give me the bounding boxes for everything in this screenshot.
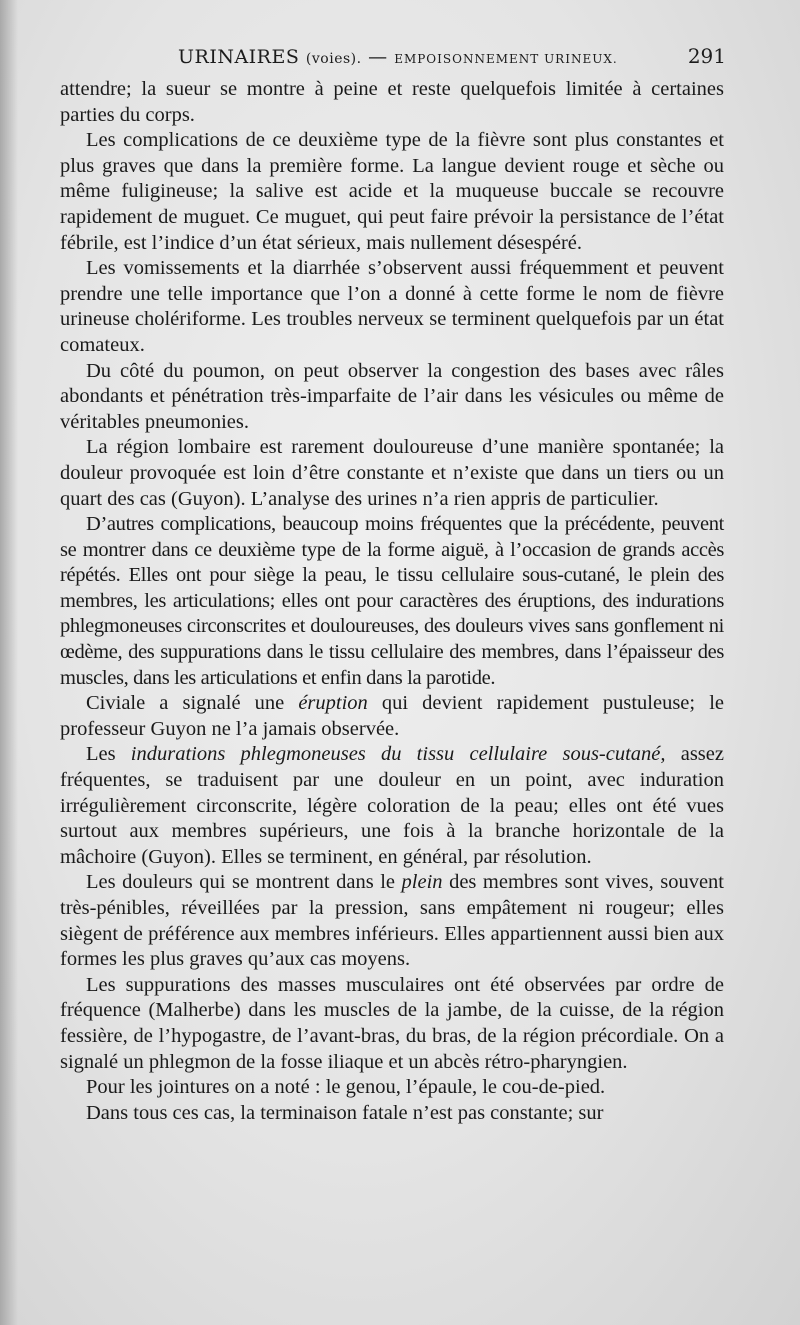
paragraph-8-text-b: assez fréquentes, se traduisent par une douleur en un point, avec induration irrégulièrement circonscrite, légère coloration de la peau; elles ont été vues surtout aux membres supérieurs, une fois à la branche horizontale de la mâchoire (Guyon). Elles se terminent, en général, par résolution. xyxy=(60,743,724,868)
paragraph-10: Les suppurations des masses musculaires ont été observées par ordre de fréquence (Malherbe) dans les muscles de la jambe, de la cuisse, de la région fessière, de l’hypogastre, de l’avant-bras, du bras, de la région précordiale. On a signalé un phlegmon de la fosse iliaque et un abcès rétro-pharyngien. xyxy=(60,973,724,1073)
paragraph-7 xyxy=(60,691,724,742)
paragraph-8 xyxy=(60,742,724,870)
paragraph-1: attendre; la sueur se montre à peine et reste quelquefois limitée à certaines parties du corps. xyxy=(60,78,724,126)
paragraph-4: Du côté du poumon, on peut observer la congestion des bases avec râles abondants et pénétration très-imparfaite de l’air dans les vésicules ou même de véritables pneumonies. xyxy=(60,359,724,433)
body-text xyxy=(60,77,724,1126)
paragraph-8-text-a: Les xyxy=(86,743,131,766)
paragraph-3: Les vomissements et la diarrhée s’observent aussi fréquemment et peuvent prendre une telle importance que l’on a donné à cette forme le nom de fièvre urineuse cholériforme. Les troubles nerveux se terminent quelquefois par un état comateux. xyxy=(60,257,724,356)
paragraph-9-text-b: des membres sont vives, souvent très-pénibles, réveillées par la pression, sans empâtement ni rougeur; elles siègent de préférence aux membres inférieurs. Elles appartiennent aussi bien aux formes les plus graves qu’aux cas moyens. xyxy=(60,871,724,971)
paragraph-9-text-a: Les douleurs qui se montrent dans le xyxy=(86,871,402,894)
paragraph-9-italic: plein xyxy=(401,871,443,894)
title-rest: EMPOISONNEMENT URINEUX. xyxy=(394,52,618,66)
title-main: URINAIRES xyxy=(178,46,300,68)
page-number: 291 xyxy=(687,44,726,68)
page-gutter-shadow xyxy=(0,0,18,1325)
paragraph-9 xyxy=(60,870,724,972)
paragraph-7-text-b: qui devient rapidement pustuleuse; le professeur Guyon ne l’a jamais observée. xyxy=(60,692,724,740)
paragraph-5: La région lombaire est rarement douloureuse d’une manière spontanée; la douleur provoquée est loin d’être constante et n’existe que dans un tiers ou un quart des cas (Guyon). L’analyse des urines n’a rien appris de particulier. xyxy=(60,436,724,510)
running-header xyxy=(60,44,726,74)
paragraph-2: Les complications de ce deuxième type de la fièvre sont plus constantes et plus graves que dans la première forme. La langue devient rouge et sèche ou même fuligineuse; la salive est acide et la muqueuse buccale se recouvre rapidement de muguet. Ce muguet, qui peut faire prévoir la persistance de l’état fébrile, est l’indice d’un état sérieux, mais nullement désespéré. xyxy=(60,129,724,254)
paragraph-7-italic: éruption xyxy=(298,692,368,715)
title-paren: (voies). xyxy=(305,51,362,67)
title-dash: — xyxy=(368,46,388,68)
paragraph-6: D’autres complications, beaucoup moins fréquentes que la précédente, peuvent se montrer dans ce deuxième type de la forme aiguë, à l’occasion de grands accès répétés. Elles ont pour siège la peau, le tissu cellulaire sous-cutané, le plein des membres, les articulations; elles ont pour caractères des éruptions, des indurations phlegmoneuses circonscrites et douloureuses, des douleurs vives sans gonflement ni œdème, des suppurations dans le tissu cellulaire des membres, dans l’épaisseur des muscles, dans les articulations et enfin dans la parotide. xyxy=(60,513,724,689)
paragraph-8-italic: indurations phlegmoneuses du tissu cellulaire sous-cutané, xyxy=(130,743,666,766)
paragraph-7-text-a: Civiale a signalé une xyxy=(86,692,299,715)
running-title xyxy=(178,46,618,68)
paragraph-12: Dans tous ces cas, la terminaison fatale n’est pas constante; sur xyxy=(86,1101,604,1124)
paragraph-11: Pour les jointures on a noté : le genou, l’épaule, le cou-de-pied. xyxy=(86,1076,606,1099)
